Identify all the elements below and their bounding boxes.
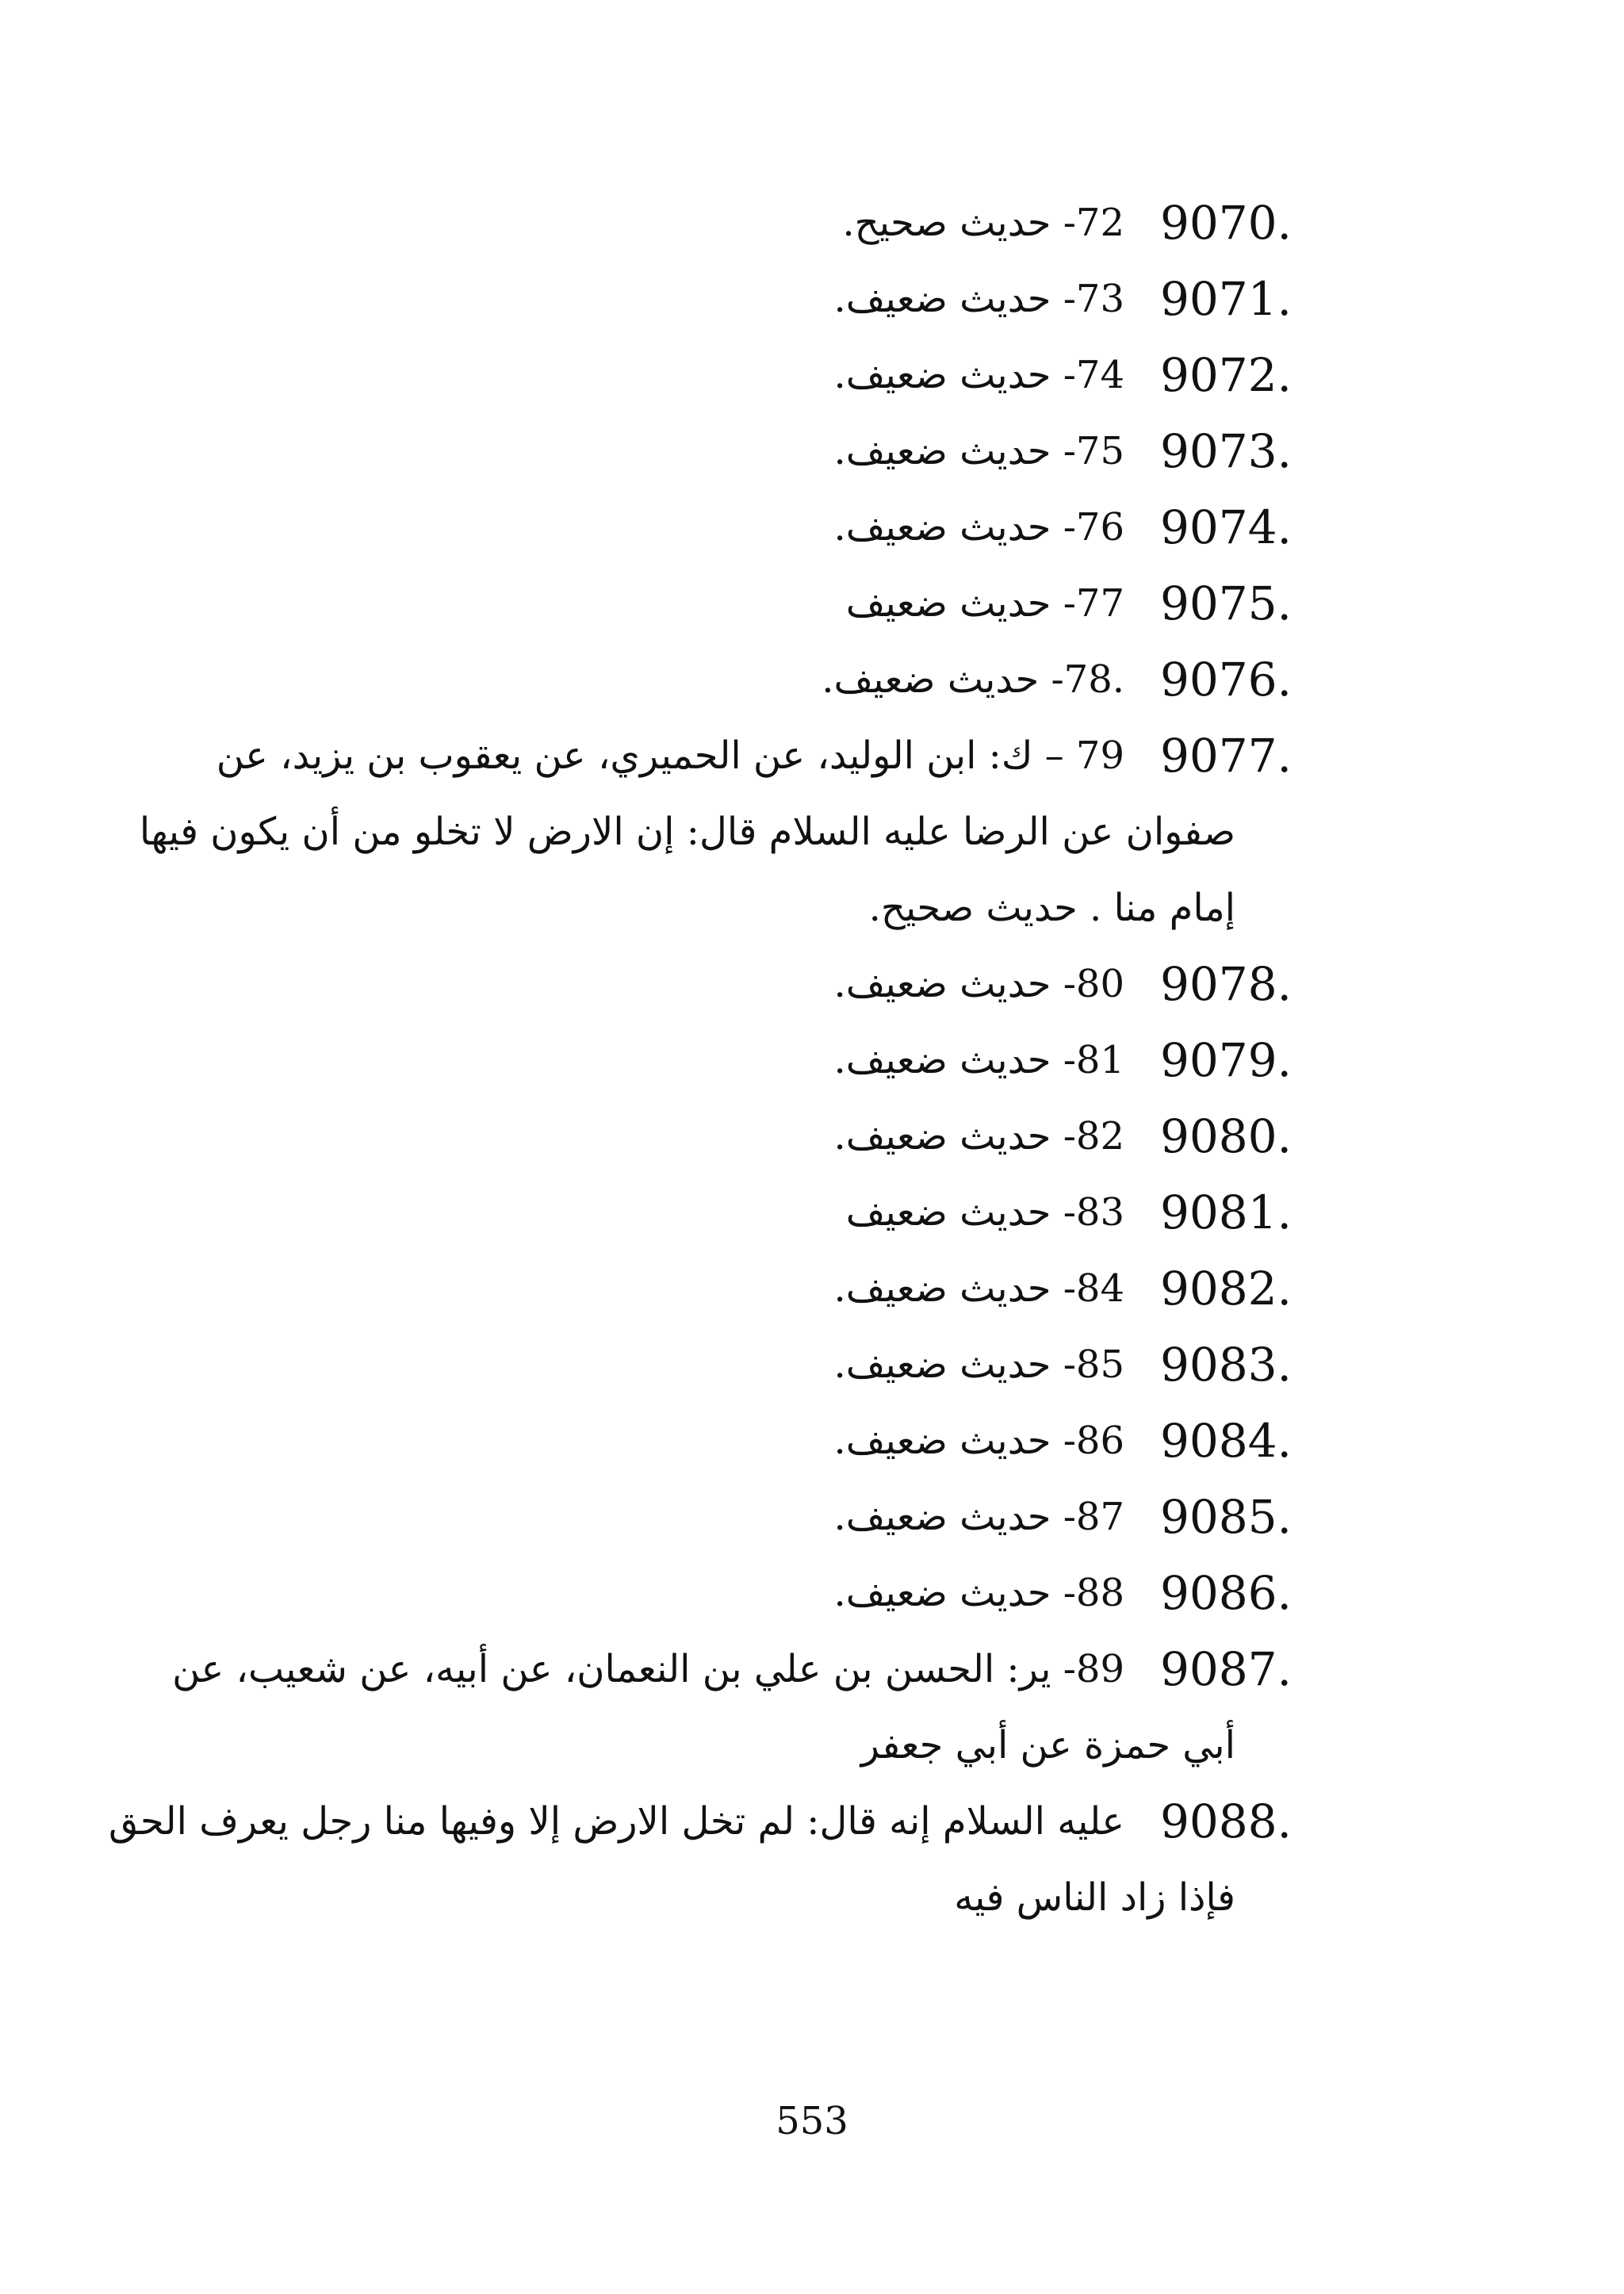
entry-number: 9080. [1159, 1109, 1292, 1163]
entry-text: 83- حديث ضعيف [845, 1190, 1124, 1235]
entry-number: 9087. [1159, 1642, 1292, 1696]
entry-text: .78- حديث ضعيف. [822, 657, 1124, 702]
entry-number: 9083. [1159, 1338, 1292, 1392]
entry-continuation: إمام منا . حديث صحيح. [868, 886, 1235, 930]
entry-number: 9079. [1159, 1033, 1292, 1087]
entry-text: 88- حديث ضعيف. [833, 1571, 1124, 1615]
entry-text: 82- حديث ضعيف. [833, 1114, 1124, 1158]
entry-number: 9071. [1159, 272, 1292, 326]
entry-number: 9070. [1159, 196, 1292, 250]
entry-number: 9088. [1159, 1794, 1292, 1848]
entry-text: 89- ير: الحسن بن علي بن النعمان، عن أبيه، عن شعيب، عن [172, 1647, 1124, 1691]
entry-text: 72- حديث صحيح. [842, 201, 1124, 245]
entry-number: 9072. [1159, 348, 1292, 402]
entry-text: 74- حديث ضعيف. [833, 353, 1124, 397]
entry-text: 76- حديث ضعيف. [833, 505, 1124, 550]
entry-continuation: أبي حمزة عن أبي جعفر [860, 1723, 1235, 1767]
entry-number: 9086. [1159, 1566, 1292, 1620]
entry-number: 9075. [1159, 576, 1292, 630]
page-number: 553 [776, 2099, 848, 2143]
entry-text: 85- حديث ضعيف. [833, 1342, 1124, 1387]
entry-number: 9074. [1159, 500, 1292, 554]
entry-number: 9077. [1159, 729, 1292, 783]
entry-text: 86- حديث ضعيف. [833, 1419, 1124, 1463]
entry-text: 87- حديث ضعيف. [833, 1495, 1124, 1539]
entry-text: 80- حديث ضعيف. [833, 962, 1124, 1006]
entry-text: 79 – ك: ابن الوليد، عن الحميري، عن يعقوب بن يزيد، عن [216, 733, 1124, 778]
entry-number: 9081. [1159, 1185, 1292, 1239]
entry-text: 81- حديث ضعيف. [833, 1038, 1124, 1082]
entry-text: 75- حديث ضعيف. [833, 429, 1124, 473]
entry-number: 9078. [1159, 957, 1292, 1011]
entry-number: 9076. [1159, 653, 1292, 707]
entry-number: 9082. [1159, 1262, 1292, 1316]
entry-number: 9084. [1159, 1414, 1292, 1468]
entry-continuation: صفوان عن الرضا عليه السلام قال: إن الارض لا تخلو من أن يكون فيها [139, 810, 1235, 854]
entry-number: 9085. [1159, 1490, 1292, 1544]
entry-text: 84- حديث ضعيف. [833, 1266, 1124, 1311]
entry-number: 9073. [1159, 424, 1292, 478]
entry-continuation: فإذا زاد الناس فيه [954, 1875, 1235, 1920]
entry-text: عليه السلام إنه قال: لم تخل الارض إلا وفيها منا رجل يعرف الحق [108, 1799, 1124, 1844]
entry-text: 77- حديث ضعيف [845, 581, 1124, 626]
entry-text: 73- حديث ضعيف. [833, 277, 1124, 321]
